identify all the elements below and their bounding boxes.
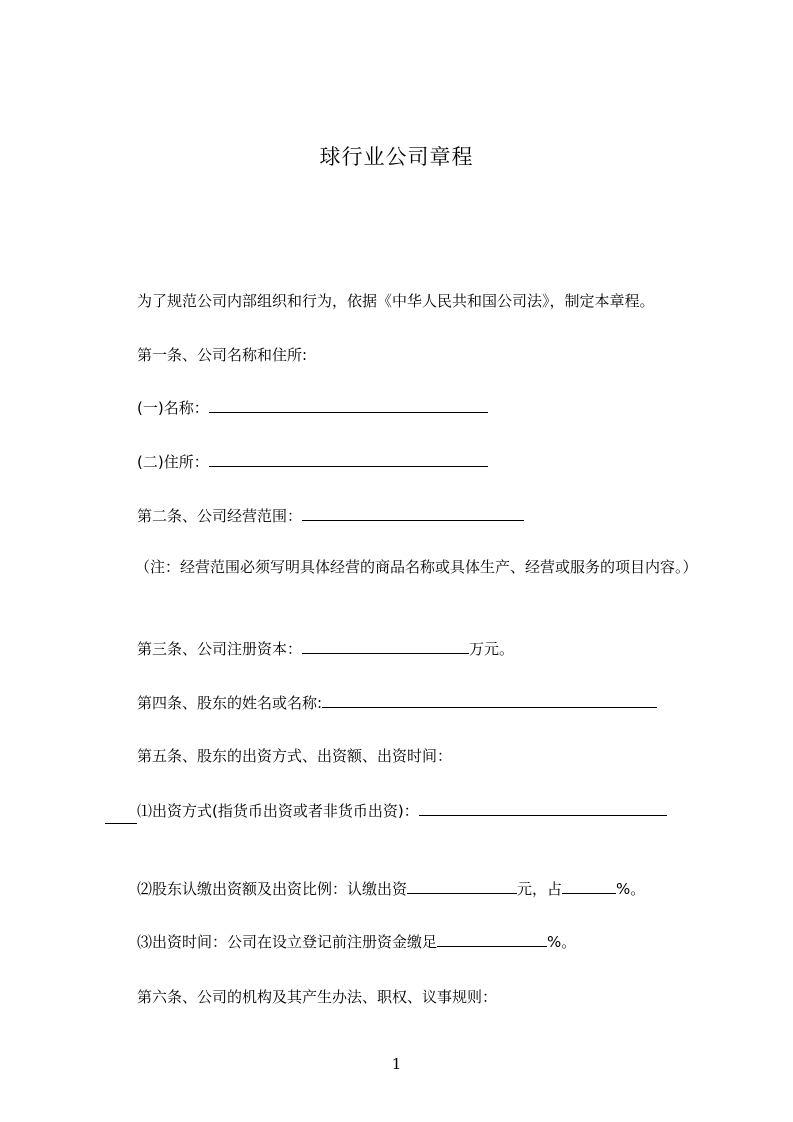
business-scope-line <box>137 503 524 529</box>
contribution-time-blank <box>437 931 547 947</box>
contribution-ratio-blank <box>562 878 616 894</box>
contribution-method-line <box>137 798 667 824</box>
registered-capital-line <box>137 636 514 662</box>
intro-paragraph: 为了规范公司内部组织和行为，依据《中华人民共和国公司法》，制定本章程。 <box>137 292 655 310</box>
contribution-time-suffix: %。 <box>547 933 577 951</box>
company-address-blank <box>209 451 488 467</box>
article-1-heading: 第一条、公司名称和住所: <box>137 346 308 364</box>
shareholder-name-line <box>137 690 657 716</box>
contribution-amount-line <box>137 876 645 902</box>
contribution-amount-mid: 元，占 <box>517 880 563 898</box>
shareholder-name-label: 第四条、股东的姓名或名称: <box>137 694 323 712</box>
contribution-ratio-suffix: %。 <box>616 880 646 898</box>
company-address-label: (二)住所： <box>137 453 209 471</box>
article-6-heading: 第六条、公司的机构及其产生办法、职权、议事规则： <box>137 988 498 1006</box>
contribution-method-label: ⑴出资方式(指货币出资或者非货币出资)： <box>137 802 419 820</box>
contribution-amount-blank <box>407 878 517 894</box>
page-number: 1 <box>391 1055 402 1073</box>
contribution-method-blank-continued <box>105 823 137 824</box>
company-name-label: (一)名称： <box>137 399 209 417</box>
article-5-heading: 第五条、股东的出资方式、出资额、出资时间： <box>137 747 453 765</box>
registered-capital-blank <box>302 638 469 654</box>
registered-capital-suffix: 万元。 <box>469 640 515 658</box>
business-scope-note: （注：经营范围必须写明具体经营的商品名称或具体生产、经营或服务的项目内容。） <box>135 558 698 576</box>
business-scope-blank <box>302 505 524 521</box>
company-address-line <box>137 449 488 475</box>
business-scope-label: 第二条、公司经营范围： <box>137 507 303 525</box>
company-name-blank <box>209 397 488 413</box>
shareholder-name-blank <box>322 692 657 708</box>
registered-capital-label: 第三条、公司注册资本： <box>137 640 303 658</box>
contribution-amount-label: ⑵股东认缴出资额及出资比例：认缴出资 <box>137 880 408 898</box>
document-title: 球行业公司章程 <box>319 145 474 169</box>
contribution-time-line <box>137 929 576 955</box>
contribution-method-blank <box>419 800 667 816</box>
company-name-line <box>137 395 488 421</box>
contribution-time-label: ⑶出资时间：公司在设立登记前注册资金缴足 <box>137 933 438 951</box>
